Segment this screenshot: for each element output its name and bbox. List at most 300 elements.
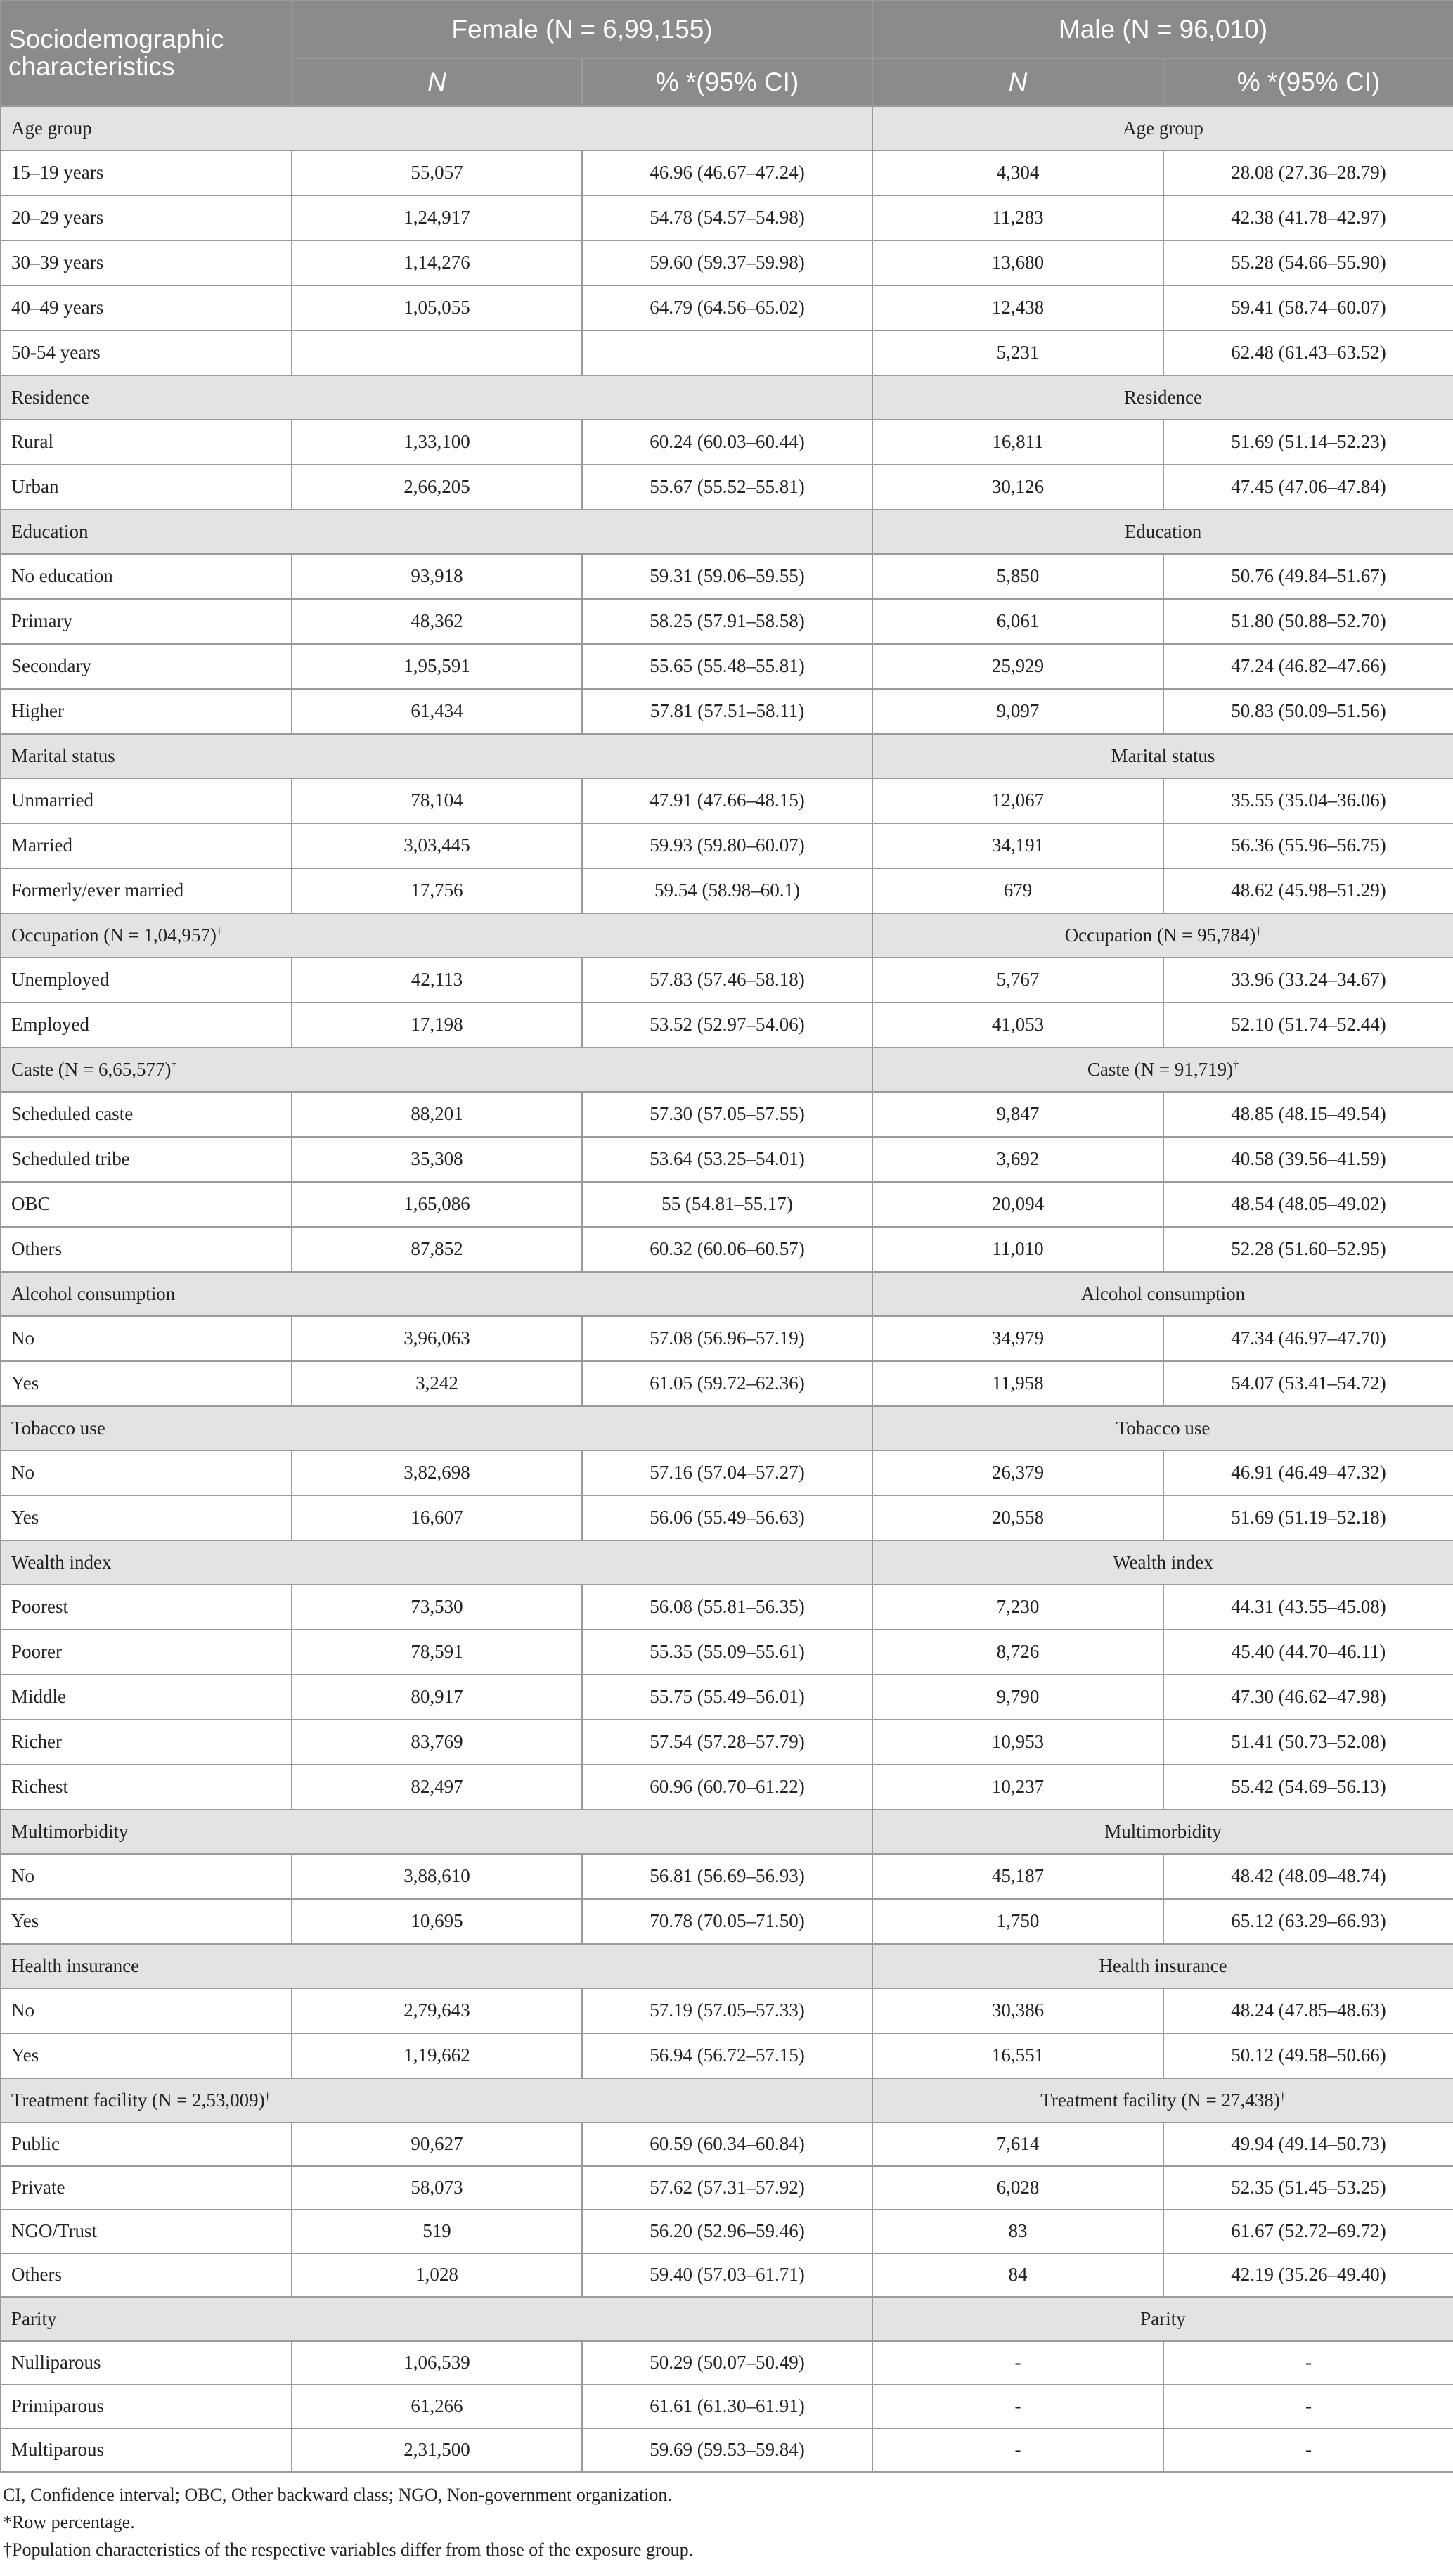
female-group-header: Female (N = 6,99,155) xyxy=(292,1,872,58)
female-pct-cell: 56.08 (55.81–56.35) xyxy=(582,1585,872,1630)
table-row xyxy=(1,958,1453,1003)
table-row xyxy=(1,1182,1453,1227)
male-n-cell: 26,379 xyxy=(872,1450,1163,1495)
table-row xyxy=(1,330,1453,375)
male-pct-cell: 44.31 (43.55–45.08) xyxy=(1163,1585,1453,1630)
male-n-cell: - xyxy=(872,2341,1163,2385)
section-title-male xyxy=(872,1272,1453,1316)
table-row xyxy=(1,1316,1453,1361)
female-n-cell: 1,95,591 xyxy=(292,644,582,689)
row-label: Yes xyxy=(1,1361,292,1406)
row-label: Private xyxy=(1,2166,292,2210)
male-pct-cell: 48.24 (47.85–48.63) xyxy=(1163,1988,1453,2033)
female-n-header: N xyxy=(292,58,582,106)
male-n-cell: 12,067 xyxy=(872,778,1163,823)
section-title-female xyxy=(1,2297,872,2341)
female-n-cell: 42,113 xyxy=(292,958,582,1003)
table-row xyxy=(1,689,1453,734)
female-pct-cell: 64.79 (64.56–65.02) xyxy=(582,285,872,330)
female-n-cell: 61,434 xyxy=(292,689,582,734)
female-n-cell: 3,88,610 xyxy=(292,1854,582,1899)
section-row xyxy=(1,375,1453,420)
male-n-cell: 45,187 xyxy=(872,1854,1163,1899)
female-pct-cell: 54.78 (54.57–54.98) xyxy=(582,195,872,240)
female-pct-cell: 57.30 (57.05–57.55) xyxy=(582,1092,872,1137)
male-n-cell: 41,053 xyxy=(872,1003,1163,1048)
section-title-female xyxy=(1,106,872,150)
female-n-cell: 83,769 xyxy=(292,1720,582,1765)
male-pct-cell: 46.91 (46.49–47.32) xyxy=(1163,1450,1453,1495)
row-label: Rural xyxy=(1,420,292,465)
row-label: Scheduled tribe xyxy=(1,1137,292,1182)
male-pct-cell: 61.67 (52.72–69.72) xyxy=(1163,2210,1453,2253)
female-n-cell: 16,607 xyxy=(292,1495,582,1540)
female-pct-cell: 57.54 (57.28–57.79) xyxy=(582,1720,872,1765)
male-pct-cell: - xyxy=(1163,2341,1453,2385)
section-title-male xyxy=(872,106,1453,150)
male-n-cell: 30,126 xyxy=(872,465,1163,510)
table-row xyxy=(1,240,1453,285)
table-row xyxy=(1,1630,1453,1675)
section-title-male xyxy=(872,734,1453,778)
female-pct-cell: 46.96 (46.67–47.24) xyxy=(582,150,872,195)
row-label: Public xyxy=(1,2123,292,2166)
male-n-cell: 3,692 xyxy=(872,1137,1163,1182)
male-n-cell: 4,304 xyxy=(872,150,1163,195)
female-pct-cell: 53.52 (52.97–54.06) xyxy=(582,1003,872,1048)
female-n-cell: 35,308 xyxy=(292,1137,582,1182)
male-n-cell: 12,438 xyxy=(872,285,1163,330)
male-pct-cell: 47.45 (47.06–47.84) xyxy=(1163,465,1453,510)
female-n-cell: 2,31,500 xyxy=(292,2428,582,2472)
female-n-cell: 1,19,662 xyxy=(292,2033,582,2078)
male-pct-cell: 48.42 (48.09–48.74) xyxy=(1163,1854,1453,1899)
female-pct-cell: 60.32 (60.06–60.57) xyxy=(582,1227,872,1272)
table-row xyxy=(1,2166,1453,2210)
row-label: Middle xyxy=(1,1675,292,1720)
row-label: Nulliparous xyxy=(1,2341,292,2385)
row-label: Multiparous xyxy=(1,2428,292,2472)
female-n-cell: 90,627 xyxy=(292,2123,582,2166)
female-pct-cell: 59.69 (59.53–59.84) xyxy=(582,2428,872,2472)
male-pct-cell: 47.34 (46.97–47.70) xyxy=(1163,1316,1453,1361)
section-title-female xyxy=(1,2078,872,2123)
section-row xyxy=(1,734,1453,778)
male-pct-cell: 50.12 (49.58–50.66) xyxy=(1163,2033,1453,2078)
row-label: 50-54 years xyxy=(1,330,292,375)
table-row xyxy=(1,1361,1453,1406)
section-row xyxy=(1,2078,1453,2123)
male-n-cell: 34,191 xyxy=(872,823,1163,868)
section-title-male xyxy=(872,1540,1453,1585)
row-label: Yes xyxy=(1,2033,292,2078)
male-pct-cell: 51.69 (51.19–52.18) xyxy=(1163,1495,1453,1540)
stub-header: Sociodemographic characteristics xyxy=(1,1,292,106)
section-row xyxy=(1,1944,1453,1988)
row-label: No xyxy=(1,1316,292,1361)
section-title-male xyxy=(872,375,1453,420)
row-label: Others xyxy=(1,2253,292,2297)
male-pct-cell: 40.58 (39.56–41.59) xyxy=(1163,1137,1453,1182)
female-n-cell: 61,266 xyxy=(292,2385,582,2428)
female-pct-cell: 59.31 (59.06–59.55) xyxy=(582,554,872,599)
row-label: Primiparous xyxy=(1,2385,292,2428)
male-n-cell: 16,551 xyxy=(872,2033,1163,2078)
female-pct-cell: 47.91 (47.66–48.15) xyxy=(582,778,872,823)
male-pct-cell: 55.28 (54.66–55.90) xyxy=(1163,240,1453,285)
section-title-female xyxy=(1,1406,872,1450)
female-pct-cell: 60.96 (60.70–61.22) xyxy=(582,1765,872,1810)
male-pct-cell: 52.35 (51.45–53.25) xyxy=(1163,2166,1453,2210)
section-title-female xyxy=(1,1048,872,1092)
female-n-cell: 1,33,100 xyxy=(292,420,582,465)
female-n-cell: 1,028 xyxy=(292,2253,582,2297)
row-label: Secondary xyxy=(1,644,292,689)
section-title-text: Tobacco use xyxy=(11,1417,105,1438)
female-n-cell: 10,695 xyxy=(292,1899,582,1944)
male-n-cell: 10,953 xyxy=(872,1720,1163,1765)
female-pct-cell: 59.60 (59.37–59.98) xyxy=(582,240,872,285)
table-row xyxy=(1,2210,1453,2253)
row-label: Others xyxy=(1,1227,292,1272)
male-n-cell: 20,558 xyxy=(872,1495,1163,1540)
male-n-cell: 679 xyxy=(872,868,1163,913)
female-pct-cell: 56.20 (52.96–59.46) xyxy=(582,2210,872,2253)
section-title-text: Education xyxy=(1124,520,1202,542)
section-title-female xyxy=(1,510,872,554)
male-pct-header: % *(95% CI) xyxy=(1163,58,1453,106)
male-pct-cell: 48.62 (45.98–51.29) xyxy=(1163,868,1453,913)
section-title-text: Residence xyxy=(1124,386,1202,408)
table-row xyxy=(1,1988,1453,2033)
male-n-cell: 11,958 xyxy=(872,1361,1163,1406)
male-pct-cell: 33.96 (33.24–34.67) xyxy=(1163,958,1453,1003)
female-n-cell: 519 xyxy=(292,2210,582,2253)
male-n-cell: 6,028 xyxy=(872,2166,1163,2210)
female-n-cell: 1,14,276 xyxy=(292,240,582,285)
female-n-cell: 58,073 xyxy=(292,2166,582,2210)
female-pct-cell: 60.24 (60.03–60.44) xyxy=(582,420,872,465)
row-label: NGO/Trust xyxy=(1,2210,292,2253)
table-body xyxy=(1,106,1453,2472)
male-n-cell: 9,097 xyxy=(872,689,1163,734)
male-pct-cell: 42.38 (41.78–42.97) xyxy=(1163,195,1453,240)
section-title-text: Alcohol consumption xyxy=(1080,1282,1246,1304)
female-pct-cell: 56.81 (56.69–56.93) xyxy=(582,1854,872,1899)
female-pct-cell xyxy=(582,330,872,375)
table-row xyxy=(1,2033,1453,2078)
female-n-cell: 48,362 xyxy=(292,599,582,644)
dagger-mark: † xyxy=(216,925,222,937)
male-pct-cell: 50.83 (50.09–51.56) xyxy=(1163,689,1453,734)
section-title-text: Wealth index xyxy=(11,1551,112,1573)
table-row xyxy=(1,1137,1453,1182)
row-label: No xyxy=(1,1854,292,1899)
section-title-text: Multimorbidity xyxy=(11,1820,129,1842)
section-title-text: Health insurance xyxy=(1099,1954,1227,1976)
table-row xyxy=(1,1765,1453,1810)
table-row xyxy=(1,868,1453,913)
footnotes xyxy=(3,2481,1453,2563)
section-title-male xyxy=(872,2297,1453,2341)
male-pct-cell: 51.80 (50.88–52.70) xyxy=(1163,599,1453,644)
male-pct-cell: 49.94 (49.14–50.73) xyxy=(1163,2123,1453,2166)
female-n-cell: 3,03,445 xyxy=(292,823,582,868)
table-row xyxy=(1,1585,1453,1630)
male-n-cell: 83 xyxy=(872,2210,1163,2253)
table-row xyxy=(1,195,1453,240)
section-title-text: Wealth index xyxy=(1113,1551,1213,1573)
table-row xyxy=(1,1899,1453,1944)
section-title-text: Parity xyxy=(11,2307,57,2329)
female-pct-cell: 57.19 (57.05–57.33) xyxy=(582,1988,872,2033)
male-pct-cell: 48.85 (48.15–49.54) xyxy=(1163,1092,1453,1137)
section-title-text: Residence xyxy=(11,386,89,408)
table-row xyxy=(1,1675,1453,1720)
female-pct-cell: 57.08 (56.96–57.19) xyxy=(582,1316,872,1361)
female-pct-cell: 59.40 (57.03–61.71) xyxy=(582,2253,872,2297)
male-n-cell: 1,750 xyxy=(872,1899,1163,1944)
dagger-mark: † xyxy=(264,2089,271,2102)
male-pct-cell: 59.41 (58.74–60.07) xyxy=(1163,285,1453,330)
table-row xyxy=(1,1092,1453,1137)
table-row xyxy=(1,2341,1453,2385)
male-pct-cell: 65.12 (63.29–66.93) xyxy=(1163,1899,1453,1944)
row-label: 40–49 years xyxy=(1,285,292,330)
section-title-text: Health insurance xyxy=(11,1954,140,1976)
male-n-cell: 20,094 xyxy=(872,1182,1163,1227)
female-n-cell: 3,96,063 xyxy=(292,1316,582,1361)
section-title-female xyxy=(1,1272,872,1316)
section-title-text: Tobacco use xyxy=(1116,1417,1210,1438)
female-pct-cell: 59.93 (59.80–60.07) xyxy=(582,823,872,868)
table-row xyxy=(1,554,1453,599)
female-pct-cell: 55.35 (55.09–55.61) xyxy=(582,1630,872,1675)
table-row xyxy=(1,823,1453,868)
female-n-cell: 73,530 xyxy=(292,1585,582,1630)
female-n-cell: 78,591 xyxy=(292,1630,582,1675)
male-pct-cell: 47.30 (46.62–47.98) xyxy=(1163,1675,1453,1720)
female-n-cell: 55,057 xyxy=(292,150,582,195)
table-row xyxy=(1,1450,1453,1495)
female-n-cell: 2,79,643 xyxy=(292,1988,582,2033)
section-row xyxy=(1,2297,1453,2341)
male-pct-cell: 51.41 (50.73–52.08) xyxy=(1163,1720,1453,1765)
row-label: Yes xyxy=(1,1899,292,1944)
table-row xyxy=(1,465,1453,510)
table-row xyxy=(1,2123,1453,2166)
row-label: Primary xyxy=(1,599,292,644)
section-row xyxy=(1,1272,1453,1316)
male-n-header: N xyxy=(872,58,1163,106)
male-n-cell: 25,929 xyxy=(872,644,1163,689)
male-pct-cell: 62.48 (61.43–63.52) xyxy=(1163,330,1453,375)
female-n-cell: 93,918 xyxy=(292,554,582,599)
dagger-mark: † xyxy=(1255,925,1262,937)
table-header xyxy=(1,1,1453,106)
dagger-mark: † xyxy=(1233,1059,1239,1071)
female-n-cell: 78,104 xyxy=(292,778,582,823)
male-pct-cell: - xyxy=(1163,2428,1453,2472)
row-label: Richer xyxy=(1,1720,292,1765)
female-n-cell: 1,05,055 xyxy=(292,285,582,330)
footnote: *Row percentage. xyxy=(3,2512,135,2532)
female-n-cell: 82,497 xyxy=(292,1765,582,1810)
footnote: †Population characteristics of the respective variables differ from those of the exposure group. xyxy=(3,2539,694,2560)
male-pct-cell: 45.40 (44.70–46.11) xyxy=(1163,1630,1453,1675)
dagger-mark: † xyxy=(1279,2089,1286,2102)
row-label: Unemployed xyxy=(1,958,292,1003)
male-n-cell: 30,386 xyxy=(872,1988,1163,2033)
table-row xyxy=(1,420,1453,465)
section-title-female xyxy=(1,734,872,778)
section-row xyxy=(1,1540,1453,1585)
male-pct-cell: 35.55 (35.04–36.06) xyxy=(1163,778,1453,823)
female-pct-header: % *(95% CI) xyxy=(582,58,872,106)
male-pct-cell: 52.28 (51.60–52.95) xyxy=(1163,1227,1453,1272)
table-row xyxy=(1,285,1453,330)
female-pct-cell: 50.29 (50.07–50.49) xyxy=(582,2341,872,2385)
section-title-female xyxy=(1,1810,872,1854)
male-n-cell: 8,726 xyxy=(872,1630,1163,1675)
table-row xyxy=(1,2253,1453,2297)
male-n-cell: 11,010 xyxy=(872,1227,1163,1272)
male-n-cell: - xyxy=(872,2428,1163,2472)
male-n-cell: 34,979 xyxy=(872,1316,1163,1361)
table-row xyxy=(1,2385,1453,2428)
row-label: Scheduled caste xyxy=(1,1092,292,1137)
row-label: No education xyxy=(1,554,292,599)
section-title-text: Age group xyxy=(1123,117,1203,139)
section-title-text: Marital status xyxy=(11,745,115,766)
male-n-cell: 10,237 xyxy=(872,1765,1163,1810)
section-title-female xyxy=(1,375,872,420)
section-title-male xyxy=(872,1048,1453,1092)
row-label: Yes xyxy=(1,1495,292,1540)
female-n-cell: 1,65,086 xyxy=(292,1182,582,1227)
section-title-text: Occupation (N = 1,04,957) xyxy=(11,924,217,946)
section-row xyxy=(1,1406,1453,1450)
row-label: Unmarried xyxy=(1,778,292,823)
female-pct-cell: 57.62 (57.31–57.92) xyxy=(582,2166,872,2210)
female-pct-cell: 55.67 (55.52–55.81) xyxy=(582,465,872,510)
section-title-text: Caste (N = 6,65,577) xyxy=(11,1058,172,1080)
female-n-cell: 3,242 xyxy=(292,1361,582,1406)
table-row xyxy=(1,599,1453,644)
section-row xyxy=(1,913,1453,958)
female-pct-cell: 57.83 (57.46–58.18) xyxy=(582,958,872,1003)
male-n-cell: 16,811 xyxy=(872,420,1163,465)
male-n-cell: 5,767 xyxy=(872,958,1163,1003)
row-label: Employed xyxy=(1,1003,292,1048)
section-title-text: Marital status xyxy=(1111,745,1215,766)
section-title-text: Parity xyxy=(1140,2307,1186,2329)
row-label: 20–29 years xyxy=(1,195,292,240)
row-label: No xyxy=(1,1988,292,2033)
female-pct-cell: 59.54 (58.98–60.1) xyxy=(582,868,872,913)
male-n-cell: - xyxy=(872,2385,1163,2428)
section-row xyxy=(1,1048,1453,1092)
male-pct-cell: 51.69 (51.14–52.23) xyxy=(1163,420,1453,465)
table-row xyxy=(1,1720,1453,1765)
female-n-cell: 2,66,205 xyxy=(292,465,582,510)
table-row xyxy=(1,1495,1453,1540)
section-title-text: Treatment facility (N = 27,438) xyxy=(1040,2089,1280,2111)
female-n-cell: 88,201 xyxy=(292,1092,582,1137)
male-n-cell: 84 xyxy=(872,2253,1163,2297)
section-row xyxy=(1,1810,1453,1854)
male-group-header: Male (N = 96,010) xyxy=(872,1,1453,58)
female-n-cell: 3,82,698 xyxy=(292,1450,582,1495)
row-label: Higher xyxy=(1,689,292,734)
row-label: No xyxy=(1,1450,292,1495)
male-n-cell: 7,230 xyxy=(872,1585,1163,1630)
section-title-male xyxy=(872,913,1453,958)
male-n-cell: 5,850 xyxy=(872,554,1163,599)
male-pct-cell: 50.76 (49.84–51.67) xyxy=(1163,554,1453,599)
row-label: Married xyxy=(1,823,292,868)
female-pct-cell: 57.16 (57.04–57.27) xyxy=(582,1450,872,1495)
section-title-female xyxy=(1,913,872,958)
male-n-cell: 9,790 xyxy=(872,1675,1163,1720)
male-pct-cell: 56.36 (55.96–56.75) xyxy=(1163,823,1453,868)
footnote: CI, Confidence interval; OBC, Other backward class; NGO, Non-government organization. xyxy=(3,2485,672,2505)
male-pct-cell: 54.07 (53.41–54.72) xyxy=(1163,1361,1453,1406)
row-label: 30–39 years xyxy=(1,240,292,285)
female-pct-cell: 70.78 (70.05–71.50) xyxy=(582,1899,872,1944)
female-n-cell: 17,756 xyxy=(292,868,582,913)
row-label: Richest xyxy=(1,1765,292,1810)
table-row xyxy=(1,2428,1453,2472)
table-row xyxy=(1,1227,1453,1272)
section-title-male xyxy=(872,510,1453,554)
section-row xyxy=(1,106,1453,150)
female-pct-cell: 60.59 (60.34–60.84) xyxy=(582,2123,872,2166)
table-row xyxy=(1,644,1453,689)
row-label: 15–19 years xyxy=(1,150,292,195)
row-label: OBC xyxy=(1,1182,292,1227)
female-pct-cell: 61.05 (59.72–62.36) xyxy=(582,1361,872,1406)
row-label: Poorest xyxy=(1,1585,292,1630)
section-title-male xyxy=(872,1944,1453,1988)
female-n-cell: 1,06,539 xyxy=(292,2341,582,2385)
male-pct-cell: 55.42 (54.69–56.13) xyxy=(1163,1765,1453,1810)
female-pct-cell: 53.64 (53.25–54.01) xyxy=(582,1137,872,1182)
section-title-male xyxy=(872,1406,1453,1450)
female-n-cell: 17,198 xyxy=(292,1003,582,1048)
row-label: Formerly/ever married xyxy=(1,868,292,913)
male-pct-cell: - xyxy=(1163,2385,1453,2428)
female-pct-cell: 58.25 (57.91–58.58) xyxy=(582,599,872,644)
female-n-cell: 80,917 xyxy=(292,1675,582,1720)
male-n-cell: 13,680 xyxy=(872,240,1163,285)
male-n-cell: 7,614 xyxy=(872,2123,1163,2166)
section-title-text: Occupation (N = 95,784) xyxy=(1064,924,1256,946)
section-title-female xyxy=(1,1540,872,1585)
section-title-text: Alcohol consumption xyxy=(11,1282,176,1304)
male-pct-cell: 47.24 (46.82–47.66) xyxy=(1163,644,1453,689)
female-pct-cell: 55.75 (55.49–56.01) xyxy=(582,1675,872,1720)
table-row xyxy=(1,1003,1453,1048)
female-pct-cell: 55 (54.81–55.17) xyxy=(582,1182,872,1227)
section-row xyxy=(1,510,1453,554)
female-pct-cell: 55.65 (55.48–55.81) xyxy=(582,644,872,689)
male-n-cell: 9,847 xyxy=(872,1092,1163,1137)
dagger-mark: † xyxy=(171,1059,177,1071)
section-title-text: Education xyxy=(11,520,89,542)
row-label: Poorer xyxy=(1,1630,292,1675)
row-label: Urban xyxy=(1,465,292,510)
